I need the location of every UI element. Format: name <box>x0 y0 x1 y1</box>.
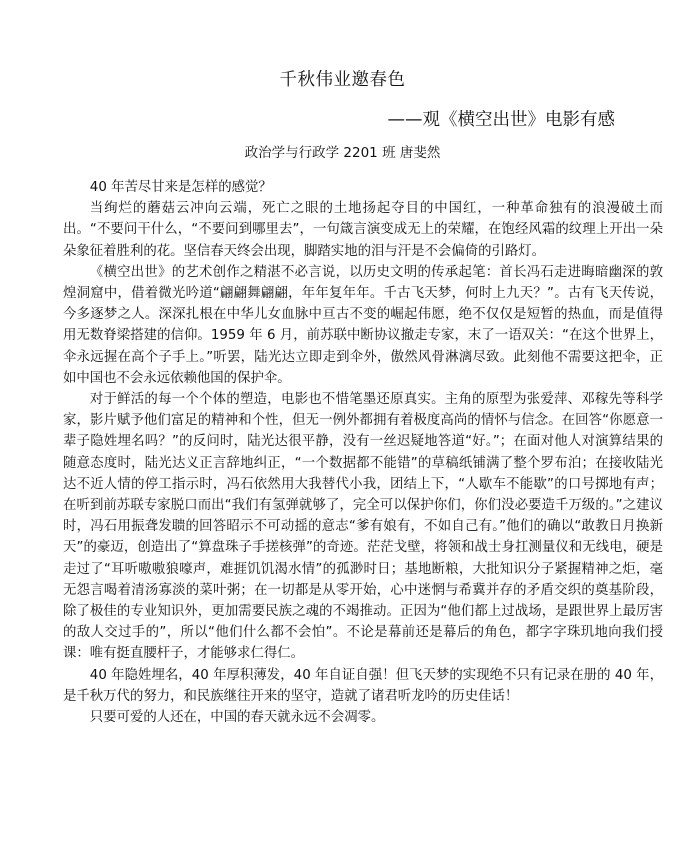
essay-body <box>63 177 663 728</box>
author-byline: 政治学与行政学 2201 班 唐斐然 <box>244 145 441 161</box>
page-title: 千秋伟业邀春色 <box>279 70 406 90</box>
paragraph: 40 年隐姓埋名，40 年厚积薄发，40 年自证自强！但飞天梦的实现绝不只有记录在册的 40 年，是千秋万代的努力，和民族继往开来的坚守，造就了诸君听龙吟的历史佳话！ <box>63 667 663 704</box>
page-subtitle: ——观《横空出世》电影有感 <box>387 110 615 130</box>
paragraph: 《横空出世》的艺术创作之精湛不必言说，以历史文明的传承起笔：首长冯石走进晦暗幽深的敦煌洞窟中，借着微光吟道“翩翩舞翩翩，年年复年年。千古飞天梦，何时上九天？”。古有飞天传说，今多逐梦之人。深深扎根在中华儿女血脉中亘古不变的崛起伟愿，绝不仅仅是短暂的热血，而是值得用无数脊梁搭建的信仰。1959 年 6 月，前苏联中断协议撤走专家，末了一语双关：“在这个世界上，伞永远握在高个子手上。”听罢，陆光达立即走到伞外，傲然风骨淋漓尽致。此刻他不需要这把伞，正如中国也不会永远依赖他国的保护伞。 <box>63 264 663 386</box>
paragraph: 对于鲜活的每一个个体的塑造，电影也不惜笔墨还原真实。主角的原型为张爱萍、邓稼先等科学家，影片赋予他们富足的精神和个性，但无一例外都拥有着极度高尚的情怀与信念。在回答“你愿意一辈子隐姓埋名吗？”的反问时，陆光达很平静，没有一丝迟疑地答道“好。”；在面对他人对演算结果的随意态度时，陆光达义正言辞地纠正，“一个数据都不能错”的草稿纸铺满了整个罗布泊；在接收陆光达不近人情的停工指示时，冯石依然用大我替代小我，团结上下，“人歇车不能歇”的口号掷地有声；在听到前苏联专家脱口而出“我们有氢弹就够了，完全可以保护你们，你们没必要造千万级的。”之建议时，冯石用振聋发聩的回答昭示不可动摇的意志“爹有娘有，不如自己有。”他们的确以“敢教日月换新天”的豪迈，创造出了“算盘珠子手搓核弹”的奇迹。茫茫戈壁，将领和战士身扛测量仪和无线电，硬是走过了“耳听嗷嗷狼嚎声，难捱饥饥渴水情”的孤渺时日；基地断粮，大批知识分子紧握精神之炬，毫无怨言喝着清汤寡淡的菜叶粥；在一切都是从零开始，心中迷惘与希冀并存的矛盾交织的奠基阶段，除了极佳的专业知识外，更加需要民族之魂的不竭推动。正因为“他们都上过战场，是跟世界上最厉害的敌人交过手的”，所以“他们什么都不会怕”。不论是幕前还是幕后的角色，都字字珠玑地向我们授课：唯有挺直腰杆子，才能够求仁得仁。 <box>63 392 663 662</box>
paragraph: 只要可爱的人还在，中国的春天就永远不会凋零。 <box>89 710 385 726</box>
paragraph: 40 年苦尽甘来是怎样的感觉？ <box>89 180 272 195</box>
paragraph: 当绚烂的蘑菇云冲向云端，死亡之眼的土地扬起夺目的中国红，一种革命独有的浪漫破土而出。“不要问干什么，“不要问到哪里去”，一句箴言演变成无上的荣耀，在饱经风霜的纹理上开出一朵朵象征着胜利的花。坚信春天终会出现，脚踏实地的泪与汗是不会偏倚的引路灯。 <box>63 201 663 259</box>
